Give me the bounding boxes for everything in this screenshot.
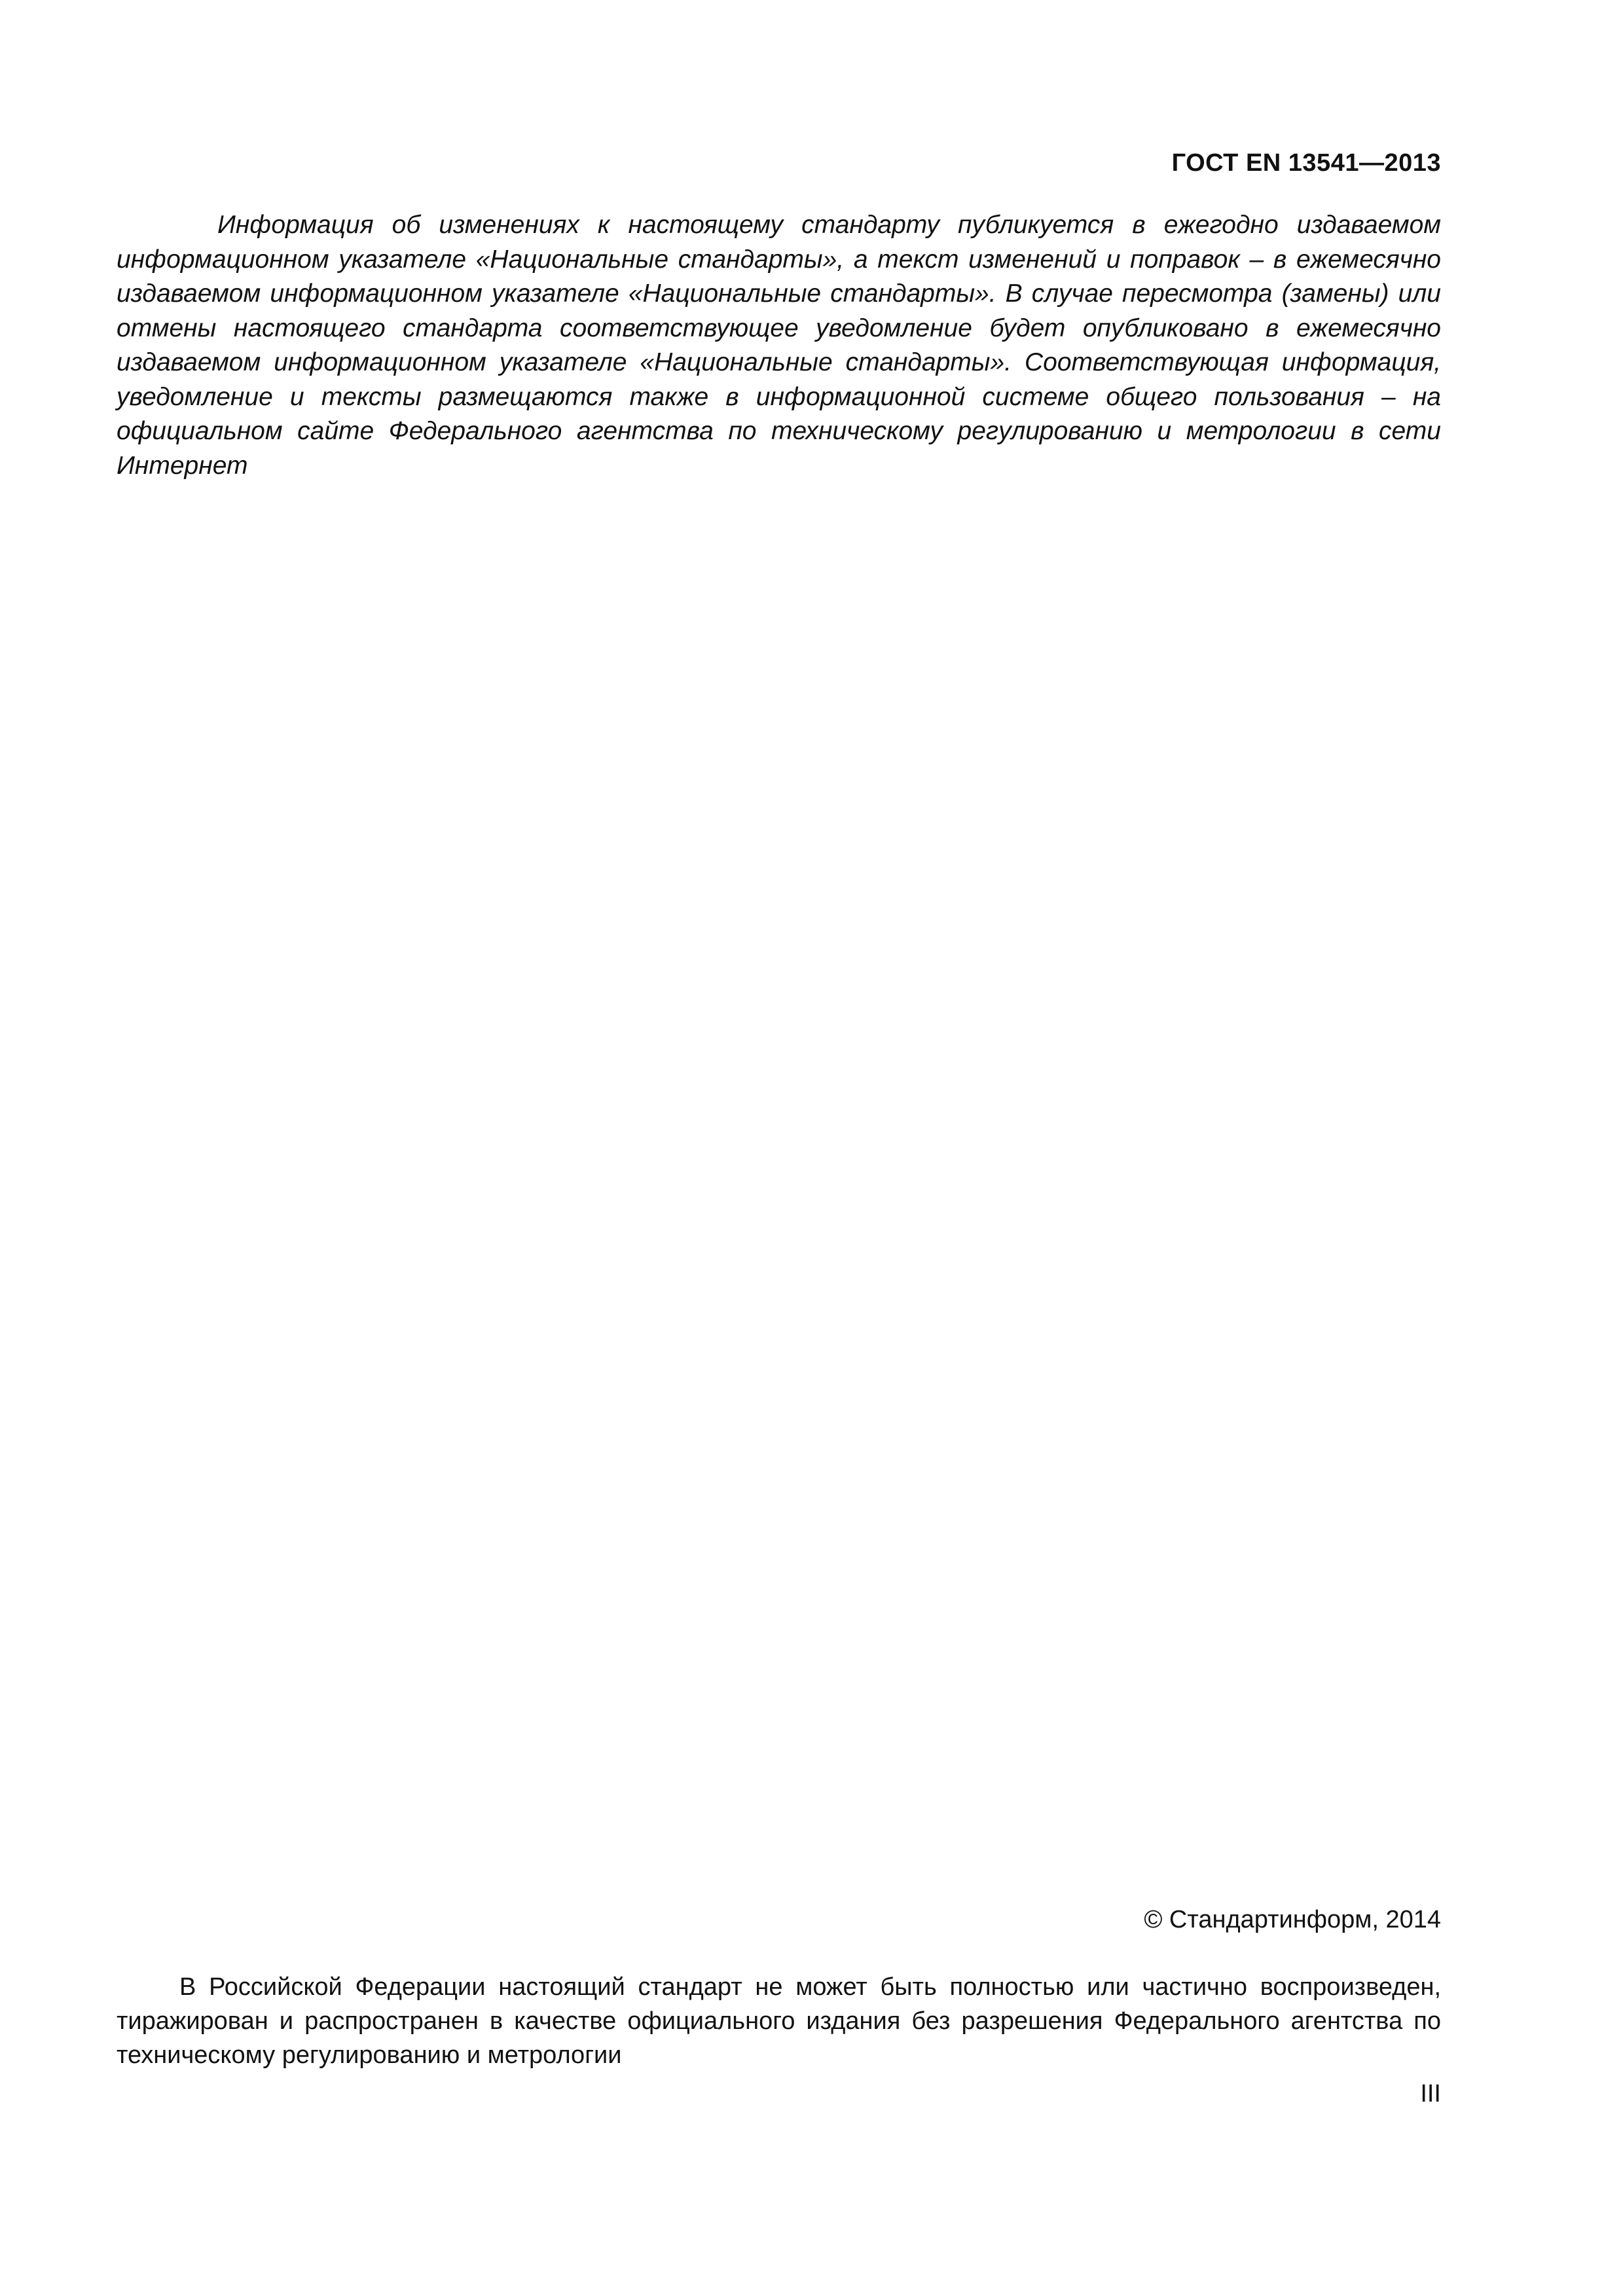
page-number: III — [1420, 2080, 1441, 2108]
reproduction-rights-notice: В Российской Федерации настоящий стандарт не может быть полностью или частично воспроизведен, тиражирован и распространен в качестве официального издания без разрешения Федерального агентства по техническому регулированию и метрологии — [117, 1973, 1441, 2069]
document-code: ГОСТ EN 13541—2013 — [1171, 149, 1441, 177]
copyright-notice: © Стандартинформ, 2014 — [1144, 1906, 1441, 1933]
amendments-info-notice: Информация об изменениях к настоящему стандарту публикуется в ежегодно издаваемом информационном указателе «Национальные стандарты», а текст изменений и поправок – в ежемесячно издаваемом информационном указателе «Национальные стандарты». В случае пересмотра (замены) или отмены настоящего стандарта соответствующее уведомление будет опубликовано в ежемесячно издаваемом информационном указателе «Национальные стандарты». Соответствующая информация, уведомление и тексты размещаются также в информационной системе общего пользования – на официальном сайте Федерального агентства по техническому регулированию и метрологии в сети Интернет — [117, 211, 1441, 480]
